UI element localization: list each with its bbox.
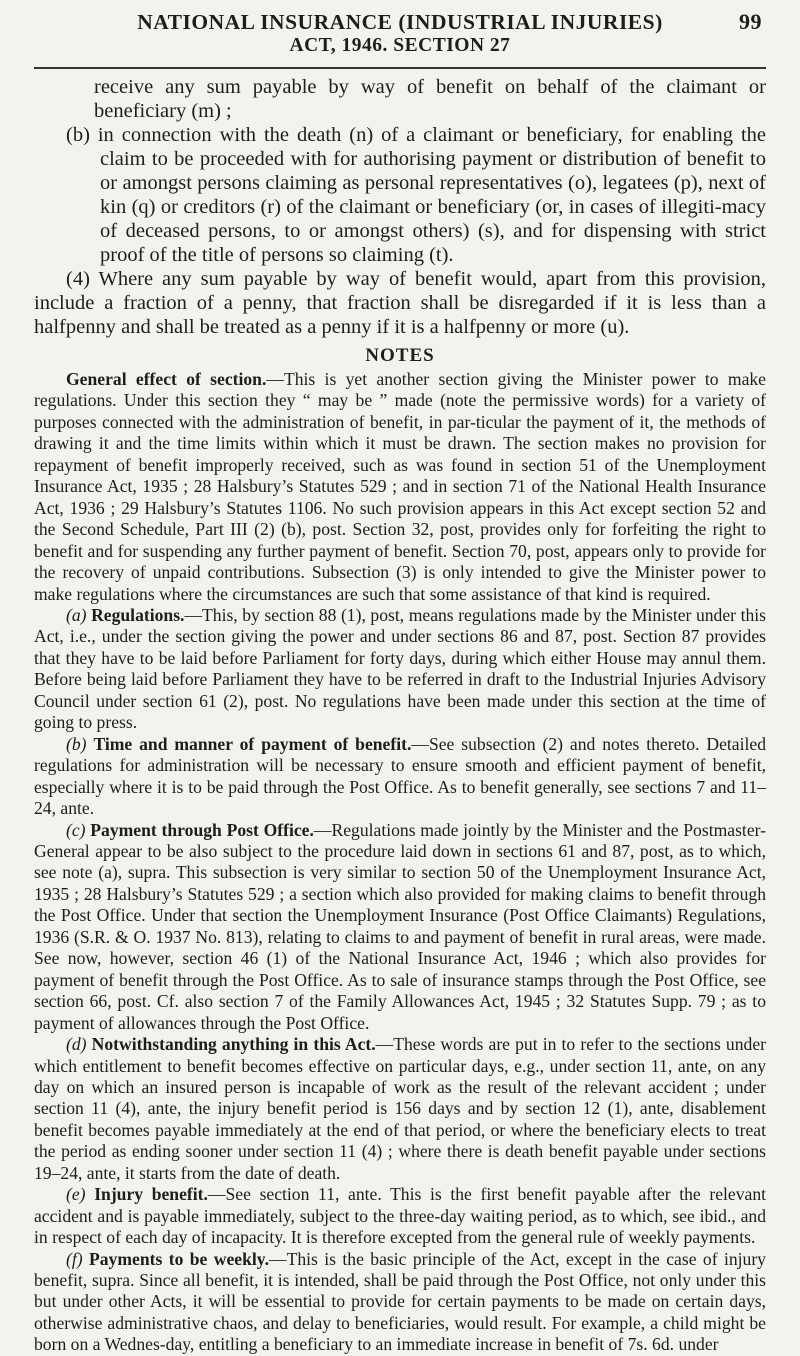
note-c <box>34 820 766 1035</box>
header-subtitle: ACT, 1946. SECTION 27 <box>289 35 511 56</box>
note-f-label: (f) <box>66 1248 90 1269</box>
header-title: NATIONAL INSURANCE (INDUSTRIAL INJURIES) <box>137 10 663 34</box>
statute-paragraph-b: (b) in connection with the death (n) of a claimant or beneficiary, for enabling the claim to be proceeded with for authorising payment or distribution of benefit to or amongst persons claiming as personal representatives (o), legatees (p), next of kin (q) or creditors (r) of the claimant or beneficiary (or, in cases of illegiti-macy of deceased persons, to or amongst others) (s), and for dispensing with strict proof of the title of persons so claiming (t). <box>66 124 766 266</box>
note-a-text: —This, by section 88 (1), post, means regulations made by the Minister under this Act, i.e., under the section giving the power and under sections 86 and 87, post. Section 87 provides that they have to be laid before Parliament for forty days, during which either House may annul them. Before being laid before Parliament they have to be referred in draft to the Industrial Injuries Advisory Council under section 61 (2), post. No regulations have been made under this section at the time of going to press. <box>34 604 766 733</box>
note-d <box>34 1034 766 1184</box>
note-c-label: (c) <box>66 819 91 840</box>
note-c-text: —Regulations made jointly by the Minister and the Postmaster-General appear to be also subject to the procedure laid down in sections 61 and 87, post, as to which, see note (a), supra. This subsection is very similar to section 50 of the Unemployment Insurance Act, 1935 ; 28 Halsbury’s Statutes 529 ; a section which also provided for making claims to benefit through the Post Office. Under that section the Unemployment Insurance (Post Office Claimants) Regulations, 1936 (S.R. & O. 1937 No. 813), relating to claims to and payment of benefit in rural areas, were made. See now, however, section 46 (1) of the National Insurance Act, 1946 ; which also provides for payment of benefit through the Post Office. As to sale of insurance stamps through the Post Office, see section 66, post. Cf. also section 7 of the Family Allowances Act, 1945 ; 32 Statutes Supp. 79 ; as to payment of allowances through the Post Office. <box>34 819 766 1033</box>
notes-body <box>34 369 766 1356</box>
note-e-heading: Injury benefit. <box>94 1184 208 1205</box>
note-a-heading: Regulations. <box>91 604 185 625</box>
note-d-heading: Notwithstanding anything in this Act. <box>91 1034 376 1055</box>
note-general-heading: General effect of section. <box>66 369 267 389</box>
note-a <box>34 605 766 734</box>
note-d-label: (d) <box>66 1034 92 1055</box>
note-b-label: (b) <box>66 733 94 754</box>
note-f <box>34 1249 766 1356</box>
note-general <box>34 369 766 605</box>
running-header <box>34 10 766 57</box>
statute-subsection-4: (4) Where any sum payable by way of benefit would, apart from this provision, include a fraction of a penny, that fraction shall be disregarded if it is less than a halfpenny and shall be treated as a penny if it is a halfpenny or more (u). <box>34 268 766 338</box>
note-e-text: —See section 11, ante. This is the first benefit payable after the relevant accident and is payable immediately, subject to the three-day waiting period, as to which, see ibid., and in respect of each day of incapacity. It is therefore excepted from the general rule of weekly payments. <box>34 1184 767 1248</box>
note-d-text: —These words are put in to refer to the sections under which entitlement to benefit becomes effective on particular days, e.g., under section 11, ante, on any day on which an insured person is incapable of work as the result of the relevant accident ; under section 11 (4), ante, the injury benefit period is 156 days and by section 12 (1), ante, disablement benefit becomes payable immediately at the end of that period, or where the beneficiary elects to treat the period as ending sooner under section 11 (4) ; where there is death benefit payable under sections 19–24, ante, it starts from the date of death. <box>34 1034 766 1183</box>
header-rule <box>34 67 766 69</box>
page-number: 99 <box>739 9 762 34</box>
note-b <box>34 734 766 820</box>
statute-text <box>34 75 766 339</box>
statute-continuation: receive any sum payable by way of benefit on behalf of the claimant or beneficiary (m) ; <box>94 76 766 122</box>
note-general-text: —This is yet another section giving the Minister power to make regulations. Under this section they “ may be ” made (note the permissive words) for a variety of purposes connected with the administration of benefit, in par-ticular the payment of it, the methods of drawing it and the time limits within which it must be drawn. The section makes no provision for repayment of benefit improperly received, such as was found in section 51 of the Unemployment Insurance Act, 1935 ; 28 Halsbury’s Statutes 529 ; and in section 71 of the National Health Insurance Act, 1936 ; 29 Halsbury’s Statutes 1106. No such provision appears in this Act except section 52 and the Second Schedule, Part III (2) (b), post. Section 32, post, provides only for forfeiting the right to benefit and for suspending any further payment of benefit. Section 70, post, appears only to provide for the recovery of unpaid contributions. Subsection (3) is only intended to give the Minister power to make regulations where the circumstances are such that some assistance of that kind is required. <box>34 369 766 604</box>
note-f-text: —This is the basic principle of the Act, except in the case of injury benefit, supra. Since all benefit, it is intended, shall be paid through the Post Office, not only under this but under other Acts, it will be essential to provide for certain payments to be made on certain days, otherwise administrative chaos, and delay to beneficiaries, would result. For example, a child might be born on a Wednes-day, entitling a beneficiary to an immediate increase in benefit of 7s. 6d. under <box>34 1248 766 1355</box>
note-b-heading: Time and manner of payment of benefit. <box>93 733 412 754</box>
note-f-heading: Payments to be weekly. <box>89 1248 269 1269</box>
note-b-text: —See subsection (2) and notes thereto. Detailed regulations for administration will be necessary to ensure smooth and efficient payment of benefit, especially where it is to be paid through the Post Office. As to benefit generally, see sections 7 and 11–24, ante. <box>34 733 766 819</box>
note-e-label: (e) <box>66 1184 95 1205</box>
note-e <box>34 1184 766 1248</box>
note-a-label: (a) <box>66 604 92 625</box>
note-c-heading: Payment through Post Office. <box>90 819 314 840</box>
notes-heading: NOTES <box>365 345 435 366</box>
